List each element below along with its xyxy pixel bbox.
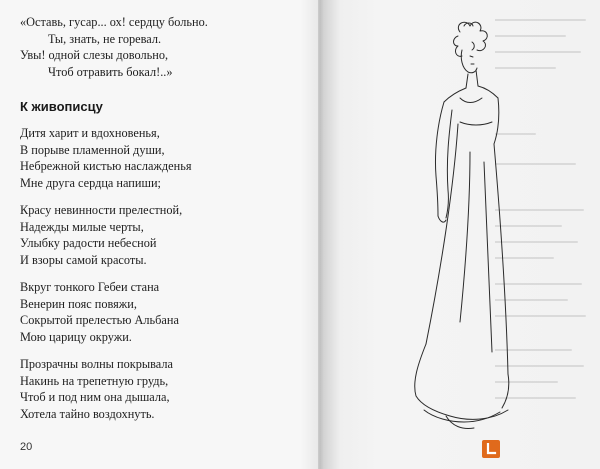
verse-line: Надежды милые черты, xyxy=(20,219,144,234)
verse-line: Увы! одной слезы довольно, xyxy=(20,48,169,62)
poem-text xyxy=(20,14,300,422)
verse-line: Прозрачны волны покрывала xyxy=(20,357,173,371)
verse-line: Сокрытой прелестью Альбана xyxy=(20,313,179,327)
book-gutter xyxy=(300,0,340,469)
verse-line: В порыве пламенной души, xyxy=(20,142,165,157)
verse-line: Чтоб и под ним она дышала, xyxy=(20,390,170,404)
verse-line: Чтоб отравить бокал!..» xyxy=(48,64,173,79)
verse-line: Дитя харит и вдохновенья, xyxy=(20,126,160,140)
woman-sketch-icon xyxy=(400,12,520,452)
verse-line: Ты, знать, не горевал. xyxy=(48,31,162,46)
verse-line: Улыбку радости небесной xyxy=(20,236,157,250)
verse-line: Хотела тайно воздохнуть. xyxy=(20,406,155,421)
opening-stanza xyxy=(20,14,300,80)
verse-line: Накинь на трепетную грудь, xyxy=(20,373,169,388)
logo-glyph xyxy=(485,443,497,455)
stanza xyxy=(20,125,300,191)
verse-line: «Оставь, гусар... ох! сердцу больно. xyxy=(20,15,208,29)
stanza xyxy=(20,279,300,345)
stanza xyxy=(20,202,300,268)
poem-title: К живописцу xyxy=(20,99,103,114)
verse-line: Венерин пояс повяжи, xyxy=(20,296,137,311)
verse-line: Мне друга сердца напиши; xyxy=(20,175,161,190)
verse-line: Вкруг тонкого Гебеи стана xyxy=(20,280,160,294)
page-number: 20 xyxy=(20,441,33,453)
publisher-logo-icon xyxy=(482,440,500,458)
verse-line: Красу невинности прелестной, xyxy=(20,203,183,217)
verse-line: И взоры самой красоты. xyxy=(20,252,147,267)
stanza xyxy=(20,356,300,422)
verse-line: Мою царицу окружи. xyxy=(20,329,132,344)
verse-line: Небрежной кистью наслажденья xyxy=(20,159,192,173)
